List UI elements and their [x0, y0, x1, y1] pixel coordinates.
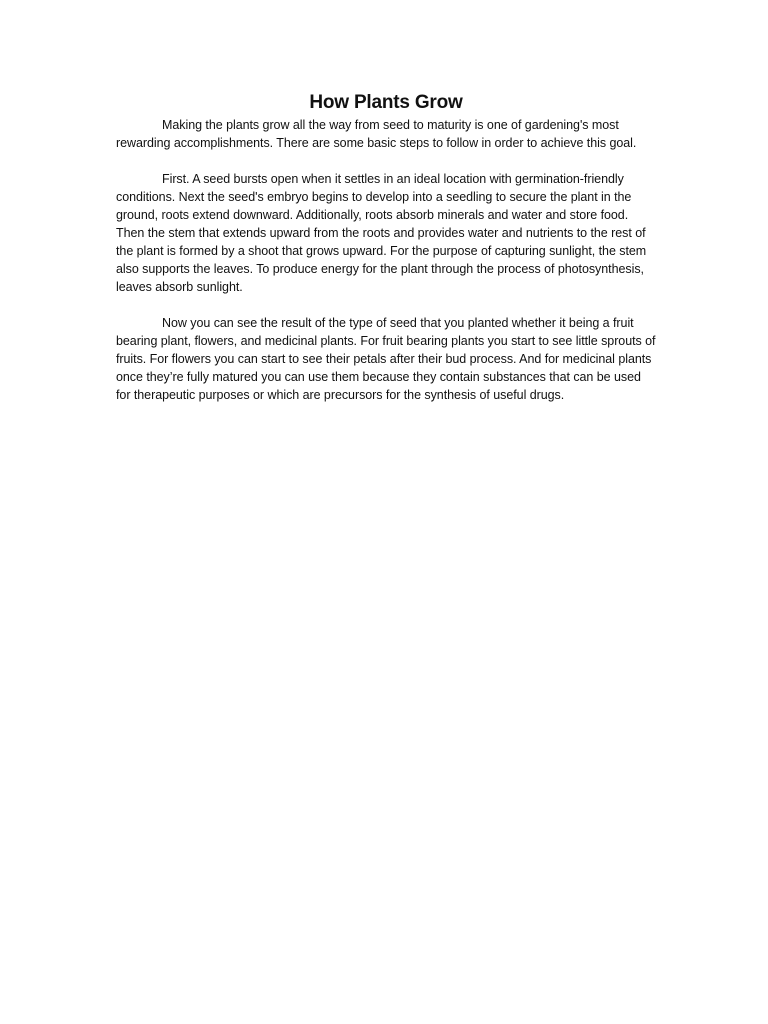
paragraph-intro: Making the plants grow all the way from seed to maturity is one of gardening's most rewarding accomplishments. There are some basic steps to follow in order to achieve this goal.	[116, 118, 637, 150]
document-body	[116, 90, 656, 422]
paragraph-growth-stages: First. A seed bursts open when it settles in an ideal location with germination-friendly conditions. Next the seed's embryo begins to develop into a seedling to secure the plant in the ground, roots extend downward. Additionally, roots absorb minerals and water and store food. Then the stem that extends upward from the roots and provides water and nutrients to the rest of the plant is formed by a shoot that grows upward. For the purpose of capturing sunlight, the stem also supports the leaves. To produce energy for the plant through the process of photosynthesis, leaves absorb sunlight.	[116, 172, 647, 294]
document-title: How Plants Grow	[309, 92, 463, 113]
paragraph-results: Now you can see the result of the type of seed that you planted whether it being a fruit bearing plant, flowers, and medicinal plants. For fruit bearing plants you start to see little sprouts of fruits. For flowers you can start to see their petals after their bud process. And for medicinal plants once they’re fully matured you can use them because they contain substances that can be used for therapeutic purposes or which are precursors for the synthesis of useful drugs.	[116, 316, 656, 402]
